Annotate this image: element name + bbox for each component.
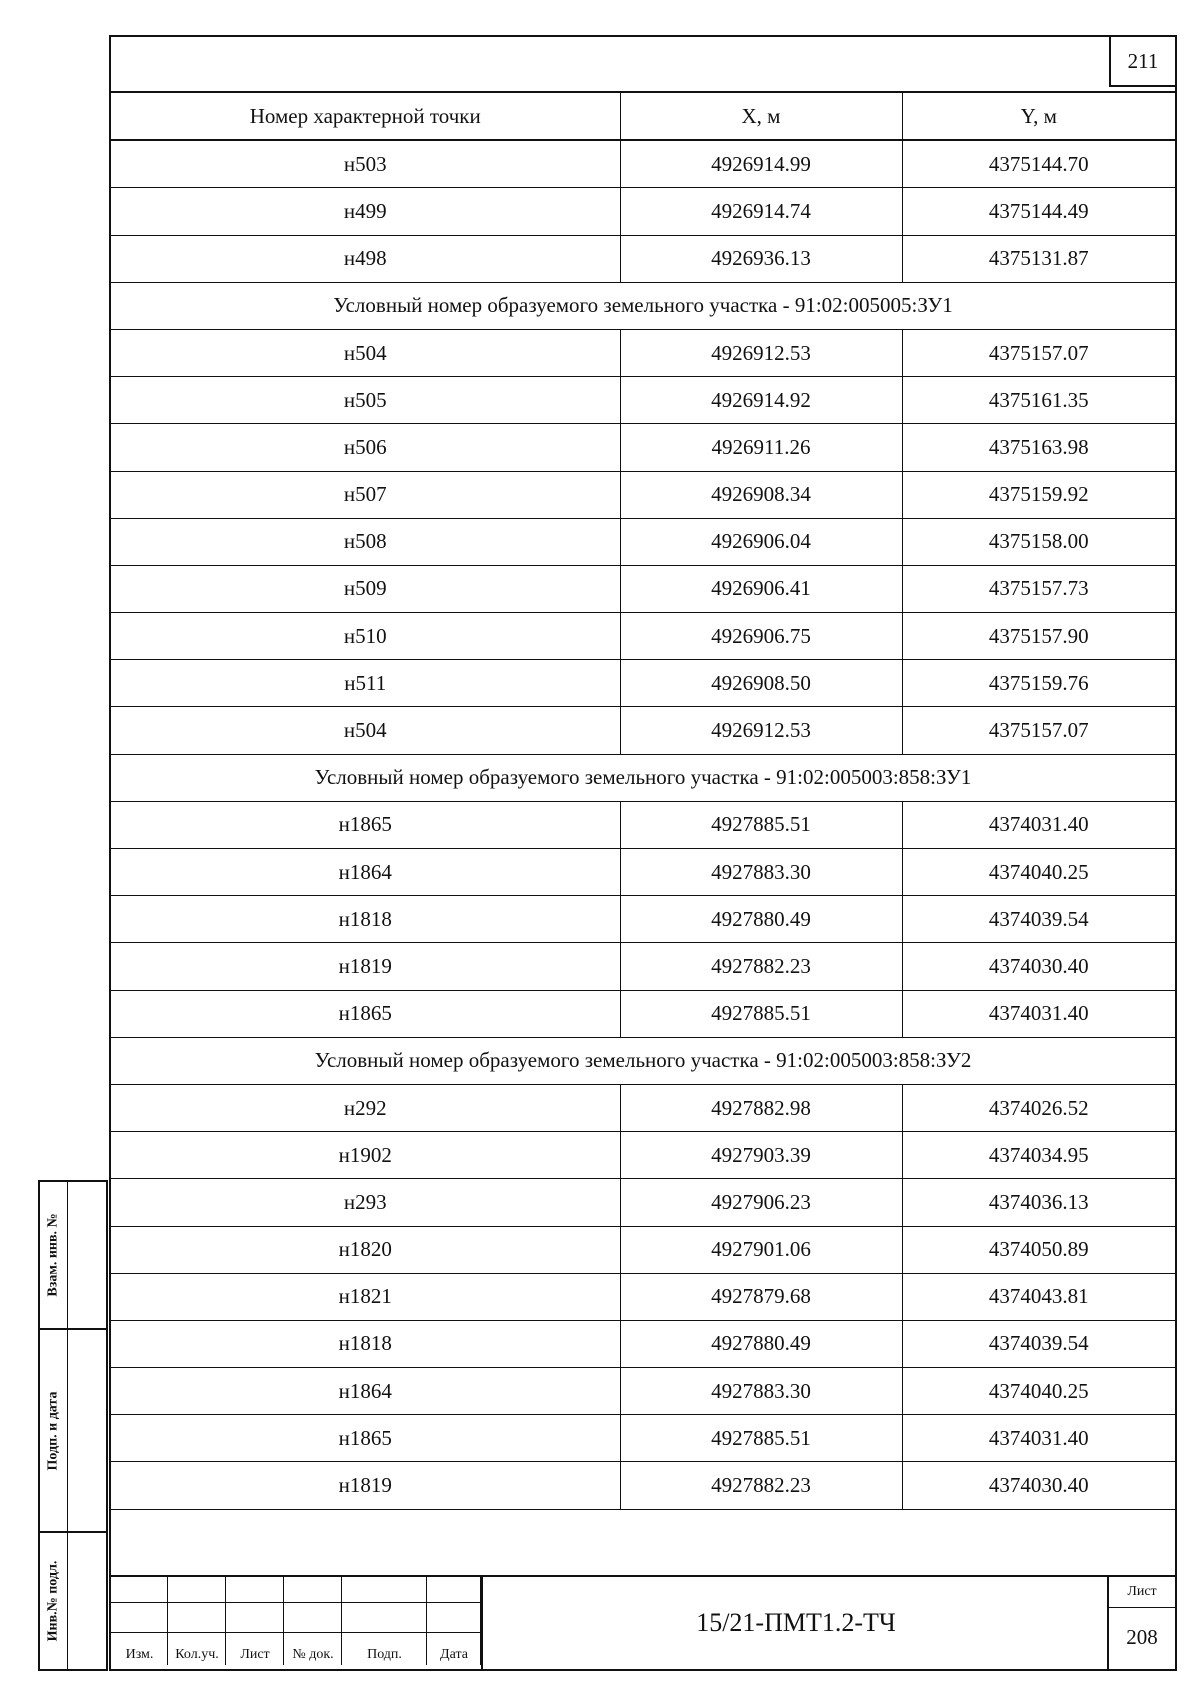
table-row xyxy=(111,1368,1175,1415)
table-row xyxy=(111,896,1175,943)
y-coordinate: 4374040.25 xyxy=(902,1368,1175,1415)
table-row xyxy=(111,565,1175,612)
y-coordinate: 4375159.92 xyxy=(902,471,1175,518)
point-number: н1865 xyxy=(111,990,620,1037)
revision-grid xyxy=(111,1577,481,1665)
y-coordinate: 4375157.07 xyxy=(902,329,1175,376)
x-coordinate: 4926912.53 xyxy=(620,707,902,754)
page-frame xyxy=(109,35,1177,1671)
point-number: н1864 xyxy=(111,849,620,896)
section-row xyxy=(111,1037,1175,1084)
side-field-inv xyxy=(38,1533,108,1671)
y-coordinate: 4374050.89 xyxy=(902,1226,1175,1273)
y-coordinate: 4375159.76 xyxy=(902,660,1175,707)
table-row xyxy=(111,140,1175,188)
table-row xyxy=(111,188,1175,235)
y-coordinate: 4374040.25 xyxy=(902,849,1175,896)
header-y: Y, м xyxy=(902,92,1175,140)
y-coordinate: 4374030.40 xyxy=(902,943,1175,990)
y-coordinate: 4374043.81 xyxy=(902,1273,1175,1320)
table-row xyxy=(111,235,1175,282)
side-field-podp xyxy=(38,1330,108,1533)
point-number: н505 xyxy=(111,377,620,424)
point-number: н503 xyxy=(111,140,620,188)
x-coordinate: 4927901.06 xyxy=(620,1226,902,1273)
point-number: н1818 xyxy=(111,1320,620,1367)
point-number: н504 xyxy=(111,329,620,376)
y-coordinate: 4374039.54 xyxy=(902,896,1175,943)
x-coordinate: 4926914.74 xyxy=(620,188,902,235)
table-row xyxy=(111,471,1175,518)
y-coordinate: 4374031.40 xyxy=(902,1415,1175,1462)
header-x: X, м xyxy=(620,92,902,140)
side-label-podp: Подп. и дата xyxy=(45,1391,61,1470)
table-row xyxy=(111,1132,1175,1179)
y-coordinate: 4374031.40 xyxy=(902,990,1175,1037)
y-coordinate: 4375157.90 xyxy=(902,613,1175,660)
coordinates-table xyxy=(111,91,1175,1510)
x-coordinate: 4927880.49 xyxy=(620,896,902,943)
table-row xyxy=(111,613,1175,660)
header-point: Номер характерной точки xyxy=(111,92,620,140)
x-coordinate: 4926908.50 xyxy=(620,660,902,707)
x-coordinate: 4927882.23 xyxy=(620,1462,902,1509)
point-number: н509 xyxy=(111,565,620,612)
table-row xyxy=(111,943,1175,990)
side-label-inv: Инв.№ подл. xyxy=(45,1560,61,1642)
point-number: н293 xyxy=(111,1179,620,1226)
table-row xyxy=(111,1226,1175,1273)
section-title: Условный номер образуемого земельного участка - 91:02:005003:858:ЗУ1 xyxy=(111,754,1175,801)
table-row xyxy=(111,1084,1175,1131)
x-coordinate: 4927883.30 xyxy=(620,1368,902,1415)
page-number-top: 211 xyxy=(1109,37,1175,87)
section-row xyxy=(111,282,1175,329)
stamp-header-list: Лист xyxy=(240,1647,270,1662)
x-coordinate: 4927885.51 xyxy=(620,801,902,848)
table-row xyxy=(111,660,1175,707)
stamp-header-doc: № док. xyxy=(292,1647,334,1662)
y-coordinate: 4375131.87 xyxy=(902,235,1175,282)
x-coordinate: 4926914.92 xyxy=(620,377,902,424)
point-number: н507 xyxy=(111,471,620,518)
point-number: н1820 xyxy=(111,1226,620,1273)
document-code: 15/21-ПМТ1.2-ТЧ xyxy=(481,1577,1109,1669)
stamp-header-kol: Кол.уч. xyxy=(175,1647,219,1662)
point-number: н504 xyxy=(111,707,620,754)
side-label-vzam: Взам. инв. № xyxy=(45,1213,61,1297)
x-coordinate: 4927882.98 xyxy=(620,1084,902,1131)
x-coordinate: 4926906.75 xyxy=(620,613,902,660)
table-row xyxy=(111,1320,1175,1367)
table-row xyxy=(111,849,1175,896)
point-number: н1865 xyxy=(111,801,620,848)
x-coordinate: 4927882.23 xyxy=(620,943,902,990)
sheet-number: 208 xyxy=(1126,1624,1158,1649)
point-number: н506 xyxy=(111,424,620,471)
x-coordinate: 4927880.49 xyxy=(620,1320,902,1367)
sheet-label: Лист xyxy=(1109,1577,1175,1608)
section-title: Условный номер образуемого земельного участка - 91:02:005005:ЗУ1 xyxy=(111,282,1175,329)
point-number: н511 xyxy=(111,660,620,707)
section-title: Условный номер образуемого земельного участка - 91:02:005003:858:ЗУ2 xyxy=(111,1037,1175,1084)
y-coordinate: 4374030.40 xyxy=(902,1462,1175,1509)
table-row xyxy=(111,990,1175,1037)
table-row xyxy=(111,329,1175,376)
point-number: н508 xyxy=(111,518,620,565)
point-number: н499 xyxy=(111,188,620,235)
x-coordinate: 4926908.34 xyxy=(620,471,902,518)
y-coordinate: 4375144.49 xyxy=(902,188,1175,235)
point-number: н510 xyxy=(111,613,620,660)
table-row xyxy=(111,801,1175,848)
stamp-header-izm: Изм. xyxy=(125,1647,154,1662)
point-number: н292 xyxy=(111,1084,620,1131)
stamp-header-podp: Подп. xyxy=(367,1647,402,1662)
y-coordinate: 4375161.35 xyxy=(902,377,1175,424)
table-header-row xyxy=(111,92,1175,140)
y-coordinate: 4375157.07 xyxy=(902,707,1175,754)
sheet-box xyxy=(1107,1577,1175,1669)
x-coordinate: 4927879.68 xyxy=(620,1273,902,1320)
point-number: н1819 xyxy=(111,943,620,990)
y-coordinate: 4374039.54 xyxy=(902,1320,1175,1367)
table-row xyxy=(111,707,1175,754)
point-number: н1818 xyxy=(111,896,620,943)
x-coordinate: 4927885.51 xyxy=(620,1415,902,1462)
y-coordinate: 4375158.00 xyxy=(902,518,1175,565)
stamp-header-date: Дата xyxy=(440,1647,468,1662)
title-block xyxy=(111,1575,1175,1669)
point-number: н1865 xyxy=(111,1415,620,1462)
x-coordinate: 4926912.53 xyxy=(620,329,902,376)
point-number: н1864 xyxy=(111,1368,620,1415)
y-coordinate: 4375163.98 xyxy=(902,424,1175,471)
x-coordinate: 4926936.13 xyxy=(620,235,902,282)
x-coordinate: 4927885.51 xyxy=(620,990,902,1037)
table-row xyxy=(111,424,1175,471)
x-coordinate: 4926906.04 xyxy=(620,518,902,565)
point-number: н498 xyxy=(111,235,620,282)
x-coordinate: 4926906.41 xyxy=(620,565,902,612)
y-coordinate: 4374031.40 xyxy=(902,801,1175,848)
section-row xyxy=(111,754,1175,801)
point-number: н1902 xyxy=(111,1132,620,1179)
x-coordinate: 4927906.23 xyxy=(620,1179,902,1226)
table-row xyxy=(111,518,1175,565)
y-coordinate: 4375157.73 xyxy=(902,565,1175,612)
y-coordinate: 4374034.95 xyxy=(902,1132,1175,1179)
point-number: н1821 xyxy=(111,1273,620,1320)
x-coordinate: 4927903.39 xyxy=(620,1132,902,1179)
table-row xyxy=(111,377,1175,424)
side-field-vzam xyxy=(38,1180,108,1330)
y-coordinate: 4374036.13 xyxy=(902,1179,1175,1226)
y-coordinate: 4374026.52 xyxy=(902,1084,1175,1131)
x-coordinate: 4927883.30 xyxy=(620,849,902,896)
x-coordinate: 4926911.26 xyxy=(620,424,902,471)
table-row xyxy=(111,1273,1175,1320)
table-row xyxy=(111,1462,1175,1509)
y-coordinate: 4375144.70 xyxy=(902,140,1175,188)
point-number: н1819 xyxy=(111,1462,620,1509)
x-coordinate: 4926914.99 xyxy=(620,140,902,188)
table-row xyxy=(111,1415,1175,1462)
table-row xyxy=(111,1179,1175,1226)
